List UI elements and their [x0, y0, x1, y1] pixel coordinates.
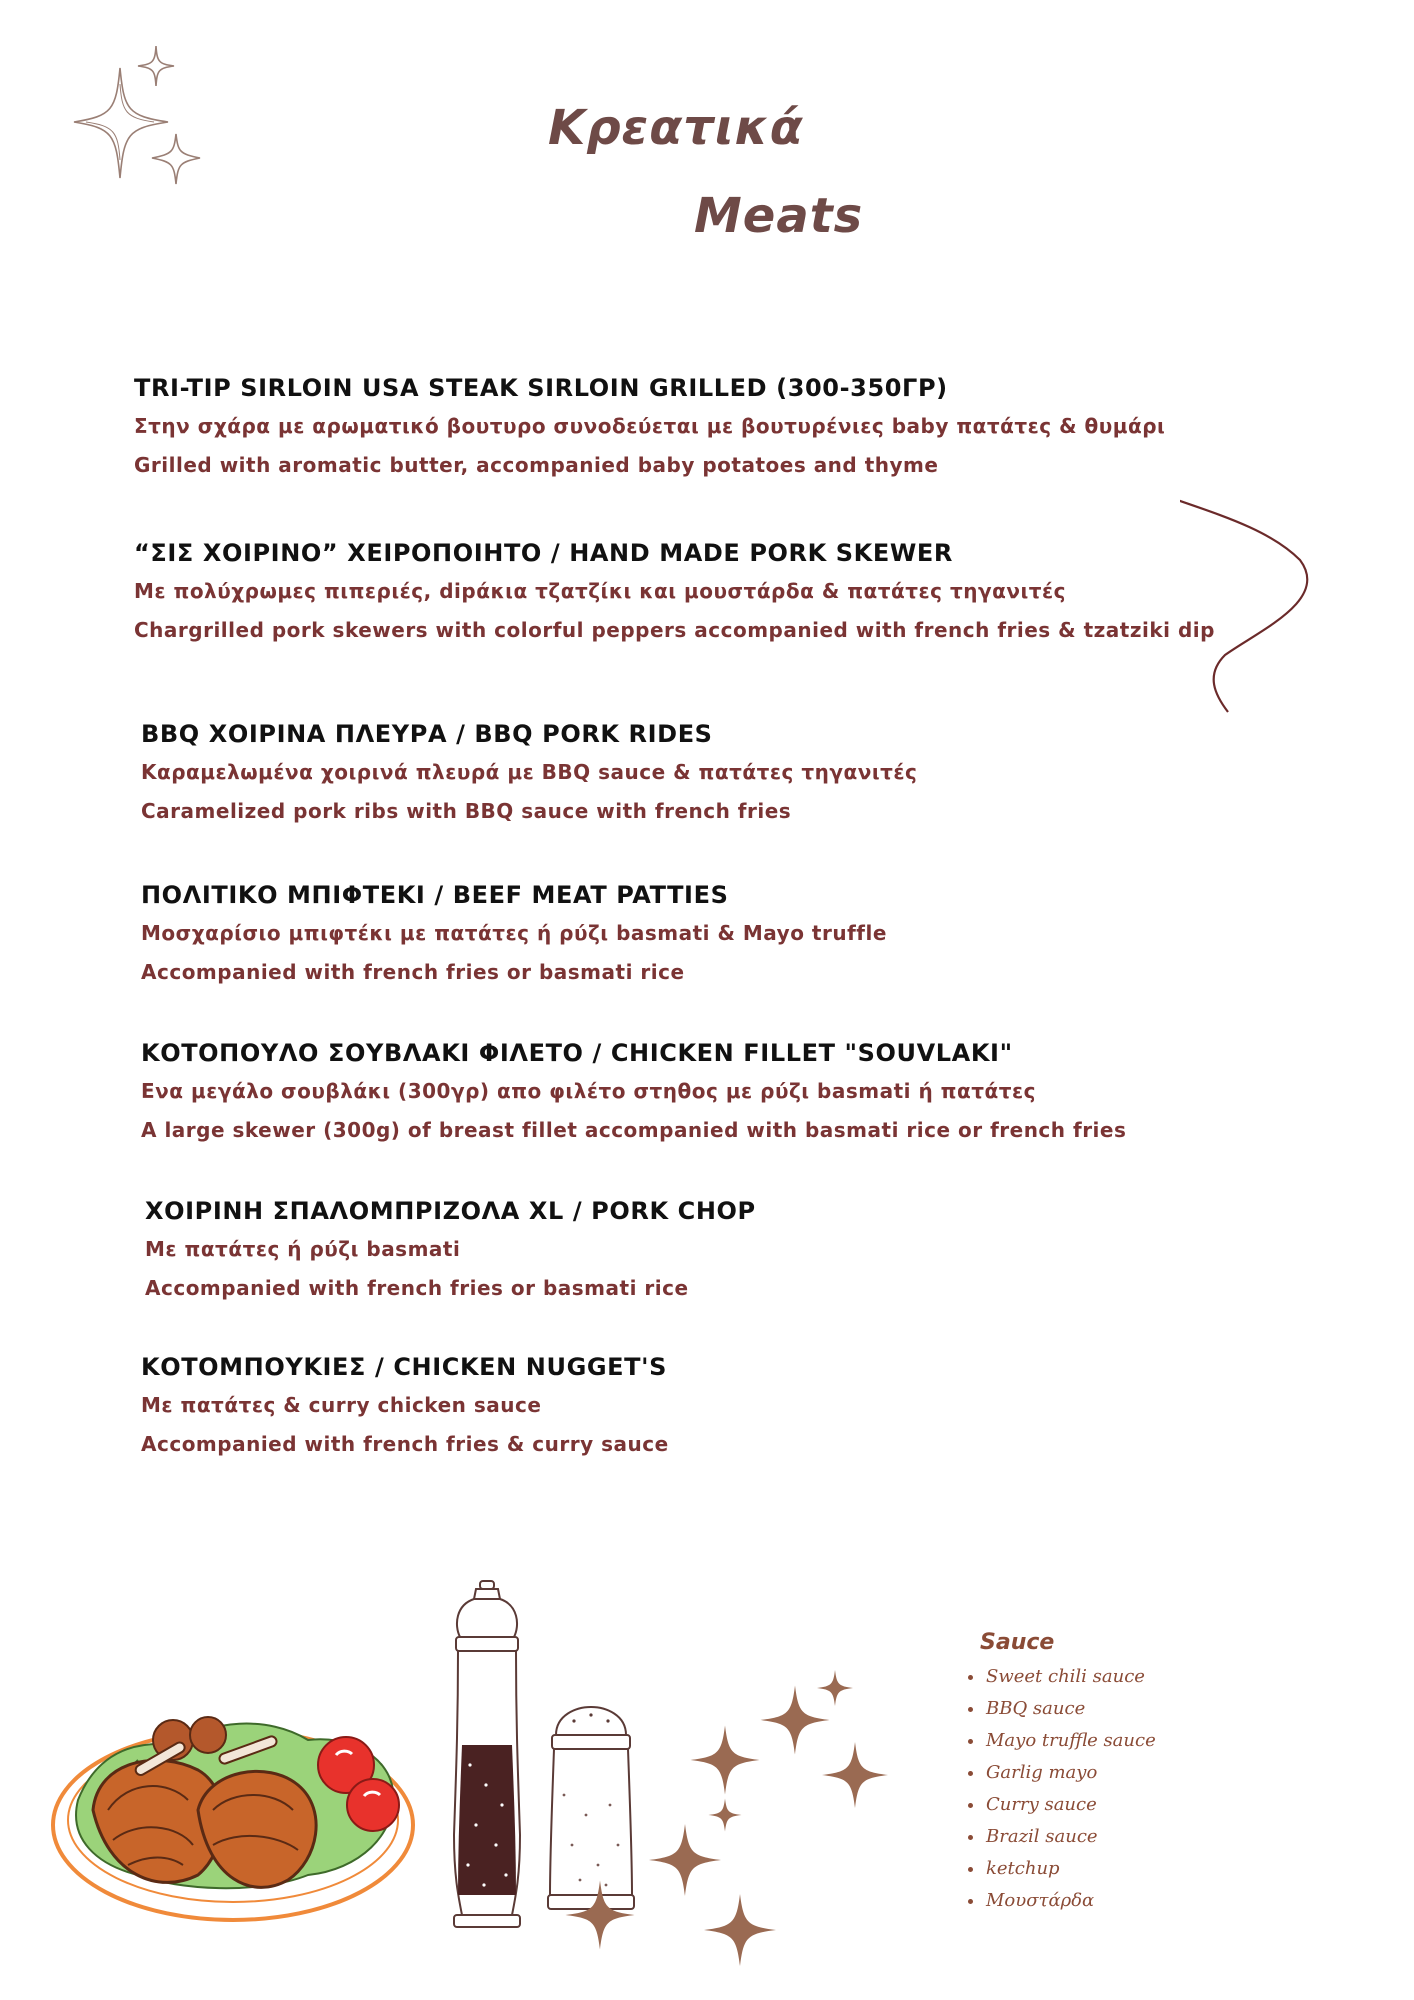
item-desc-english: A large skewer (300g) of breast fillet accompanied with basmati rice or french fries — [141, 1118, 1127, 1142]
sauce-list — [966, 1661, 1226, 1917]
sauce-item: Μουστάρδα — [966, 1885, 1226, 1917]
item-desc-english: Accompanied with french fries or basmati rice — [141, 960, 685, 984]
item-desc-greek: Με πατάτες & curry chicken sauce — [141, 1393, 542, 1417]
item-desc-english: Chargrilled pork skewers with colorful peppers accompanied with french fries & tzatziki dip — [134, 618, 1215, 642]
sparkles-icon — [540, 1660, 900, 2000]
sauce-item: Curry sauce — [966, 1789, 1226, 1821]
sauce-title: Sauce — [980, 1630, 1055, 1655]
menu-item-chicken-souvlaki — [141, 1039, 1221, 1142]
sauce-item: Mayo truffle sauce — [966, 1725, 1226, 1757]
sparkles-icon — [68, 40, 218, 200]
sauce-section — [966, 1630, 1226, 1917]
sauce-item: Brazil sauce — [966, 1821, 1226, 1853]
menu-item-tri-tip — [134, 374, 1214, 477]
item-name: TRI-TIP SIRLOIN USA STEAK SIRLOIN GRILLED (300-350ΓΡ) — [134, 374, 948, 402]
menu-item-bbq-ribs — [141, 720, 1221, 823]
item-desc-english: Grilled with aromatic butter, accompanied baby potatoes and thyme — [134, 453, 939, 477]
sauce-item: BBQ sauce — [966, 1693, 1226, 1725]
sauce-item: ketchup — [966, 1853, 1226, 1885]
menu-item-chicken-nuggets — [141, 1353, 1221, 1456]
item-desc-greek: Με πολύχρωμες πιπεριές, dipάκια τζατζίκι και μουστάρδα & πατάτες τηγανιτές — [134, 579, 1067, 603]
item-name: ΠΟΛΙΤΙΚΟ ΜΠΙΦΤΕΚΙ / BEEF MEAT PATTIES — [141, 881, 729, 909]
item-desc-greek: Ενα μεγάλο σουβλάκι (300γρ) απο φιλέτο στηθος με ρύζι basmati ή πατάτες — [141, 1079, 1036, 1103]
item-name: ΧΟΙΡΙΝΗ ΣΠΑΛΟΜΠΡΙΖΟΛΑ XL / PORK CHOP — [145, 1197, 756, 1225]
title-greek: Κρεατικά — [548, 100, 804, 156]
item-desc-greek: Με πατάτες ή ρύζι basmati — [145, 1237, 461, 1261]
title-english: Meats — [694, 188, 864, 244]
item-desc-greek: Καραμελωμένα χοιρινά πλευρά με BBQ sauce & πατάτες τηγανιτές — [141, 760, 918, 784]
menu-item-pork-skewer — [134, 539, 1214, 642]
sauce-item: Garlig mayo — [966, 1757, 1226, 1789]
item-name: ΚΟΤΟΠΟΥΛΟ ΣΟΥΒΛΑΚΙ ΦΙΛΕΤΟ / CHICKEN FILLET "SOUVLAKI" — [141, 1039, 1013, 1067]
item-desc-greek: Μοσχαρίσιο μπιφτέκι με πατάτες ή ρύζι basmati & Mayo truffle — [141, 921, 887, 945]
decorative-curve — [1180, 0, 1414, 720]
menu-item-pork-chop — [145, 1197, 1225, 1300]
item-desc-english: Accompanied with french fries & curry sauce — [141, 1432, 669, 1456]
item-desc-english: Caramelized pork ribs with BBQ sauce with french fries — [141, 799, 792, 823]
menu-item-beef-patties — [141, 881, 1221, 984]
item-desc-english: Accompanied with french fries or basmati rice — [145, 1276, 689, 1300]
item-desc-greek: Στην σχάρα με αρωματικό βουτυρο συνοδεύεται με βουτυρένιες baby πατάτες & θυμάρι — [134, 414, 1166, 438]
item-name: ΚΟΤΟΜΠΟΥΚΙΕΣ / CHICKEN NUGGET'S — [141, 1353, 667, 1381]
grilled-meat-plate-illustration — [38, 1660, 428, 1930]
item-name: “ΣΙΣ ΧΟΙΡΙΝΟ” ΧΕΙΡΟΠΟΙΗΤΟ / HAND MADE PORK SKEWER — [134, 539, 953, 567]
item-name: BBQ ΧΟΙΡΙΝΑ ΠΛΕΥΡΑ / BBQ PORK RIDES — [141, 720, 713, 748]
sauce-item: Sweet chili sauce — [966, 1661, 1226, 1693]
